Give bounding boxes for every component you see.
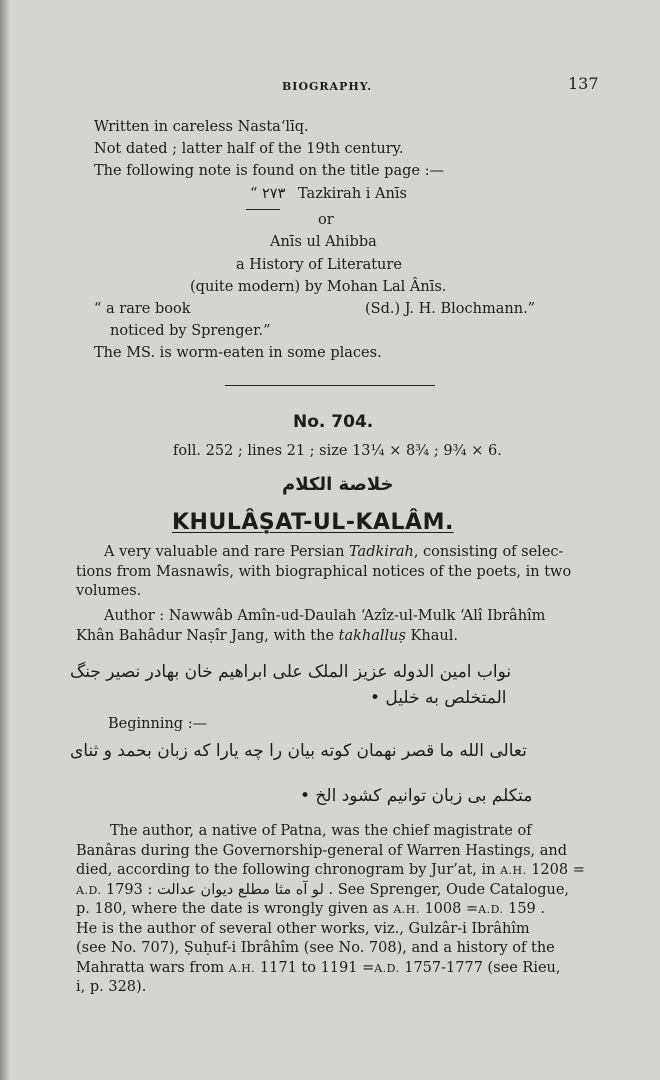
beginning-arabic-line2: متکلم بی زبان توانیم کشود الخ • xyxy=(300,786,533,806)
beginning-arabic-line1: تعالی الله ما قصر نهمان کوته بیان را چه یارا که زبان بحمد و ثنای xyxy=(70,741,527,761)
note-rule xyxy=(246,209,280,210)
beginning-label: Beginning :— xyxy=(108,716,208,732)
entry-number: No. 704. xyxy=(293,412,374,432)
date-line: Not dated ; latter half of the 19th century. xyxy=(94,141,404,157)
note-or: or xyxy=(318,212,334,228)
note-author: (quite modern) by Mohan Lal Ânīs. xyxy=(190,279,447,295)
note-signature: (Sd.) J. H. Blochmann.” xyxy=(365,301,536,317)
takhallus-term: takhalluṣ xyxy=(338,627,406,644)
note-noticed: noticed by Sprenger.” xyxy=(110,323,271,339)
note-title: Tazkirah i Anīs xyxy=(298,186,407,202)
arabic-title: خلاصة الكلام xyxy=(282,474,394,495)
page-gutter-shadow xyxy=(0,0,10,1080)
author-arabic-line2: المتخلص به خلیل • xyxy=(370,688,507,708)
tadkirah-term: Tadkirah xyxy=(349,544,414,560)
note-intro: The following note is found on the title page :— xyxy=(94,163,444,179)
author-paragraph: Author : Nawwâb Amîn-ud-Daulah ‘Azîz-ul-Mulk ‘Alî Ibrâhîm Khân Bahâdur Naṣîr Jang, with the takhalluṣ Khaul. xyxy=(76,608,546,644)
note-rare: “ a rare book xyxy=(94,301,191,317)
chronogram-arabic: لو آه مثا مطلع دیوان عدالت xyxy=(157,881,324,898)
description-paragraph: A very valuable and rare Persian Tadkirah, consisting of selec- tions from Masnawîs, with biographical notices of the poets, in two volumes. xyxy=(76,544,572,599)
physical-description: foll. 252 ; lines 21 ; size 13¼ × 8¾ ; 9¾ × 6. xyxy=(173,443,502,459)
script-line: Written in careless Nasta‘līq. xyxy=(94,119,309,135)
condition-line: The MS. is worm-eaten in some places. xyxy=(94,345,382,361)
note-description: a History of Literature xyxy=(236,257,402,273)
running-title: BIOGRAPHY. xyxy=(282,80,373,93)
biography-paragraph: The author, a native of Patna, was the chief magistrate of Banâras during the Governorship-general of Warren Hastings, and died, according to the following chronogram by Jur’at, in A.H. 1208 = A.D. 1793 : لو آه مثا مطلع دیوان عدالت . See Sprenger, Oude Catalogue, p. 180, where the date is wrongly given as A.H. 1008 =A.D. 159 . He is the author of several other works, viz., Gulzâr-i Ibrâhîm (see No. 707), Ṣuḥuf-i Ibrâhîm (see No. 708), and a history of the Mahratta wars from A.H. 1171 to 1191 =A.D. 1757-1777 (see Rieu, i, p. 328). xyxy=(76,823,585,995)
note-number: “ ۲۷۳ xyxy=(250,186,286,202)
note-alt-title: Anīs ul Ahibba xyxy=(270,234,377,250)
entry-title: KHULÂṢAT-UL-KALÂM. xyxy=(172,510,454,535)
section-divider xyxy=(225,385,435,386)
author-arabic-line1: نواب امین الدوله عزیز الملک علی ابراهیم خان بهادر نصیر جنگ xyxy=(70,662,512,682)
page-number: 137 xyxy=(568,74,599,93)
